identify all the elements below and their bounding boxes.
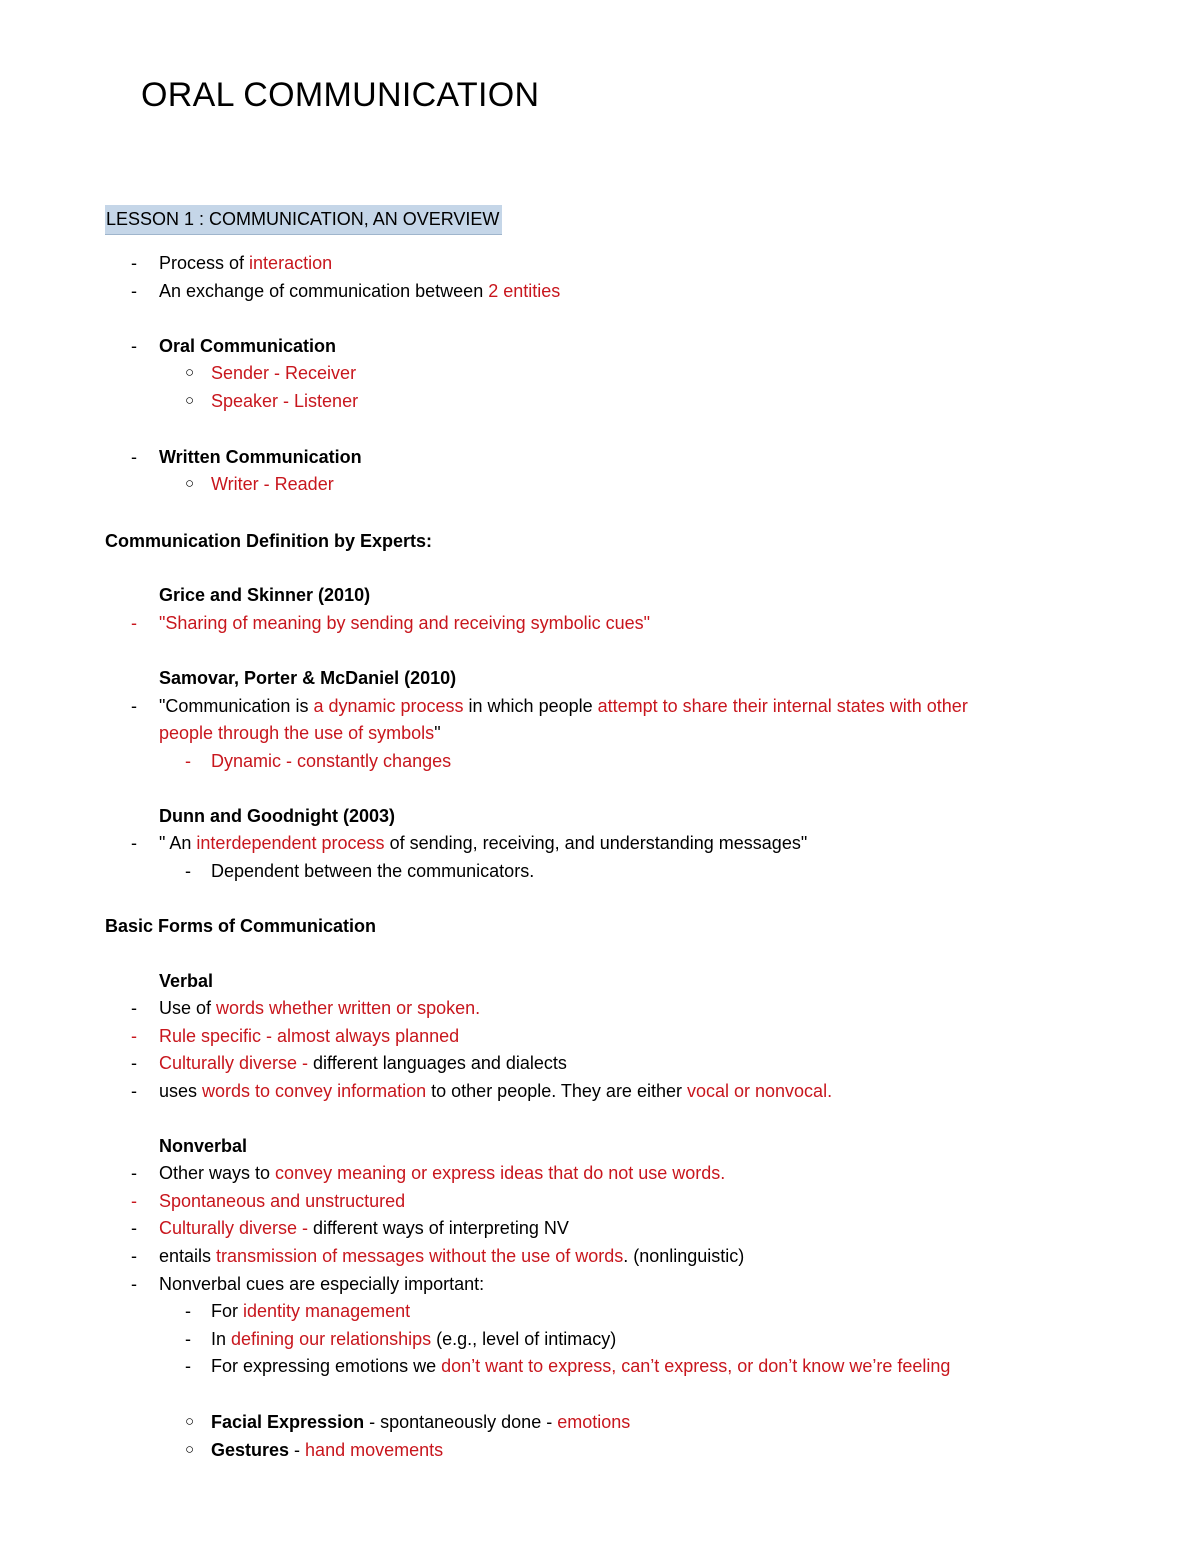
list-item bbox=[0, 359, 1200, 387]
plain-text: different languages and dialects bbox=[313, 1053, 567, 1073]
dash-bullet: - bbox=[185, 1356, 191, 1376]
line-text bbox=[159, 609, 650, 637]
dash-bullet: - bbox=[185, 1301, 191, 1321]
bold-text: Nonverbal bbox=[159, 1136, 248, 1156]
line-text bbox=[159, 967, 213, 995]
list-item bbox=[0, 1270, 1200, 1298]
list-item bbox=[0, 443, 1200, 471]
bold-text: Gestures bbox=[211, 1440, 290, 1460]
list-item bbox=[0, 609, 1200, 637]
circle-bullet-icon: ○ bbox=[185, 364, 195, 381]
bold-text: Facial Expression bbox=[211, 1412, 365, 1432]
line-text bbox=[159, 332, 336, 360]
plain-text: of sending, receiving, and understanding messages" bbox=[384, 833, 808, 853]
dash-bullet: - bbox=[131, 833, 137, 853]
dash-bullet: - bbox=[131, 336, 137, 356]
plain-text: in which people bbox=[463, 696, 598, 716]
highlight-text: Sender - Receiver bbox=[211, 363, 357, 383]
highlight-text: Rule specific - almost always planned bbox=[159, 1026, 460, 1046]
highlight-text: vocal or nonvocal. bbox=[686, 1081, 833, 1101]
line-text bbox=[159, 1270, 484, 1298]
highlight-text: don’t want to express, can’t express, or don’t know we’re feeling bbox=[441, 1356, 951, 1376]
highlight-text: Writer - Reader bbox=[211, 474, 334, 494]
highlight-text: defining our relationships bbox=[231, 1329, 432, 1349]
dash-bullet: - bbox=[185, 861, 191, 881]
list-item bbox=[0, 1049, 1200, 1077]
line-text bbox=[211, 747, 451, 775]
dash-bullet: - bbox=[131, 1274, 137, 1294]
highlight-text: people through the use of symbols bbox=[159, 723, 435, 743]
list-item bbox=[0, 277, 1200, 305]
highlight-text: interdependent process bbox=[196, 833, 385, 853]
plain-text: For expressing emotions we bbox=[211, 1356, 442, 1376]
section-line bbox=[0, 1132, 1200, 1160]
dash-bullet: - bbox=[131, 998, 137, 1018]
list-item bbox=[0, 994, 1200, 1022]
dash-bullet: - bbox=[131, 281, 137, 301]
line-text bbox=[211, 1408, 630, 1436]
list-item bbox=[0, 1352, 1200, 1380]
dash-bullet: - bbox=[131, 1026, 137, 1046]
line-text bbox=[105, 912, 376, 940]
highlight-text: words to convey information bbox=[202, 1081, 427, 1101]
line-text bbox=[159, 994, 480, 1022]
highlight-text: Spontaneous and unstructured bbox=[159, 1191, 406, 1211]
line-text bbox=[159, 719, 441, 747]
line-text bbox=[211, 1325, 616, 1353]
line-text bbox=[159, 1022, 459, 1050]
highlight-text: identity management bbox=[243, 1301, 411, 1321]
line-text bbox=[159, 1187, 405, 1215]
plain-text: Dependent between the communicators. bbox=[211, 861, 535, 881]
bold-text: Verbal bbox=[159, 971, 214, 991]
line-text bbox=[211, 387, 358, 415]
dash-bullet: - bbox=[185, 751, 191, 771]
list-item bbox=[0, 1159, 1200, 1187]
highlight-text: Culturally diverse - bbox=[159, 1218, 314, 1238]
list-item bbox=[0, 470, 1200, 498]
line-text bbox=[159, 277, 560, 305]
list-item bbox=[0, 829, 1200, 857]
line-text bbox=[211, 359, 356, 387]
line-text bbox=[159, 1049, 567, 1077]
list-item bbox=[0, 1242, 1200, 1270]
line-text bbox=[211, 1352, 950, 1380]
plain-text: "Communication is bbox=[159, 696, 314, 716]
line-text bbox=[159, 802, 395, 830]
highlight-text: attempt to share their internal states with other bbox=[597, 696, 968, 716]
line-text bbox=[159, 1132, 247, 1160]
line-text bbox=[159, 1077, 832, 1105]
line-text bbox=[211, 857, 534, 885]
plain-text: Nonverbal cues are especially important: bbox=[159, 1274, 485, 1294]
circle-bullet-icon: ○ bbox=[185, 392, 195, 409]
highlight-text: emotions bbox=[557, 1412, 631, 1432]
list-item bbox=[0, 249, 1200, 277]
bold-text: Oral Communication bbox=[159, 336, 337, 356]
dash-bullet: - bbox=[131, 1191, 137, 1211]
line-text bbox=[159, 1159, 725, 1187]
line-text bbox=[211, 470, 334, 498]
line-text bbox=[211, 1436, 443, 1464]
bold-text: Samovar, Porter & McDaniel (2010) bbox=[159, 668, 457, 688]
list-item bbox=[0, 1214, 1200, 1242]
line-text bbox=[211, 1297, 410, 1325]
dash-bullet: - bbox=[185, 1329, 191, 1349]
list-item bbox=[0, 387, 1200, 415]
list-item bbox=[0, 1077, 1200, 1105]
line-text bbox=[159, 249, 332, 277]
plain-text: - spontaneously done - bbox=[364, 1412, 558, 1432]
highlight-text: convey meaning or express ideas that do not use words. bbox=[275, 1163, 726, 1183]
list-item bbox=[0, 857, 1200, 885]
section-line bbox=[0, 912, 1200, 940]
highlight-text: transmission of messages without the use of words bbox=[216, 1246, 624, 1266]
list-item bbox=[0, 1297, 1200, 1325]
list-item bbox=[0, 747, 1200, 775]
line-text bbox=[159, 1242, 744, 1270]
line-text bbox=[159, 664, 456, 692]
highlight-text: Speaker - Listener bbox=[211, 391, 359, 411]
plain-text: " bbox=[434, 723, 441, 743]
dash-bullet: - bbox=[131, 1081, 137, 1101]
bold-text: Grice and Skinner (2010) bbox=[159, 585, 371, 605]
document-title: ORAL COMMUNICATION bbox=[141, 76, 540, 114]
list-item bbox=[0, 1022, 1200, 1050]
list-item bbox=[0, 332, 1200, 360]
plain-text: different ways of interpreting NV bbox=[313, 1218, 569, 1238]
plain-text: In bbox=[211, 1329, 232, 1349]
dash-bullet: - bbox=[131, 1053, 137, 1073]
list-item bbox=[0, 1436, 1200, 1464]
highlight-text: hand movements bbox=[305, 1440, 444, 1460]
dash-bullet: - bbox=[131, 1246, 137, 1266]
line-text bbox=[159, 581, 370, 609]
bold-text: Dunn and Goodnight (2003) bbox=[159, 806, 395, 826]
dash-bullet: - bbox=[131, 696, 137, 716]
plain-text: An exchange of communication between bbox=[159, 281, 489, 301]
section-line bbox=[0, 802, 1200, 830]
highlight-text: "Sharing of meaning by sending and receiving symbolic cues" bbox=[159, 613, 651, 633]
dash-bullet: - bbox=[131, 1163, 137, 1183]
line-text bbox=[159, 829, 807, 857]
highlight-text: interaction bbox=[249, 253, 333, 273]
plain-text: entails bbox=[159, 1246, 217, 1266]
plain-text: Process of bbox=[159, 253, 250, 273]
list-item bbox=[0, 1325, 1200, 1353]
section-line bbox=[0, 581, 1200, 609]
line-text bbox=[159, 692, 968, 720]
section-line bbox=[0, 719, 1200, 747]
section-line bbox=[0, 967, 1200, 995]
plain-text: - bbox=[289, 1440, 306, 1460]
plain-text: to other people. They are either bbox=[426, 1081, 687, 1101]
section-line bbox=[0, 527, 1200, 555]
dash-bullet: - bbox=[131, 613, 137, 633]
list-item bbox=[0, 1408, 1200, 1436]
dash-bullet: - bbox=[131, 1218, 137, 1238]
circle-bullet-icon: ○ bbox=[185, 1413, 195, 1430]
plain-text: (e.g., level of intimacy) bbox=[431, 1329, 617, 1349]
highlight-text: words whether written or spoken. bbox=[216, 998, 481, 1018]
bold-text: Communication Definition by Experts: bbox=[105, 531, 433, 551]
line-text bbox=[105, 527, 432, 555]
highlight-text: 2 entities bbox=[488, 281, 561, 301]
list-item bbox=[0, 692, 1200, 720]
plain-text: . (nonlinguistic) bbox=[623, 1246, 745, 1266]
plain-text: Use of bbox=[159, 998, 217, 1018]
highlight-text: Dynamic - constantly changes bbox=[211, 751, 452, 771]
bold-text: Written Communication bbox=[159, 447, 362, 467]
lesson-heading: LESSON 1 : COMMUNICATION, AN OVERVIEW bbox=[105, 205, 502, 235]
dash-bullet: - bbox=[131, 447, 137, 467]
list-item bbox=[0, 1187, 1200, 1215]
section-line bbox=[0, 664, 1200, 692]
plain-text: Other ways to bbox=[159, 1163, 276, 1183]
plain-text: " An bbox=[159, 833, 197, 853]
circle-bullet-icon: ○ bbox=[185, 1441, 195, 1458]
bold-text: Basic Forms of Communication bbox=[105, 916, 377, 936]
plain-text: For bbox=[211, 1301, 244, 1321]
circle-bullet-icon: ○ bbox=[185, 475, 195, 492]
plain-text: uses bbox=[159, 1081, 203, 1101]
line-text bbox=[159, 1214, 569, 1242]
dash-bullet: - bbox=[131, 253, 137, 273]
line-text bbox=[159, 443, 362, 471]
highlight-text: a dynamic process bbox=[313, 696, 464, 716]
highlight-text: Culturally diverse - bbox=[159, 1053, 314, 1073]
